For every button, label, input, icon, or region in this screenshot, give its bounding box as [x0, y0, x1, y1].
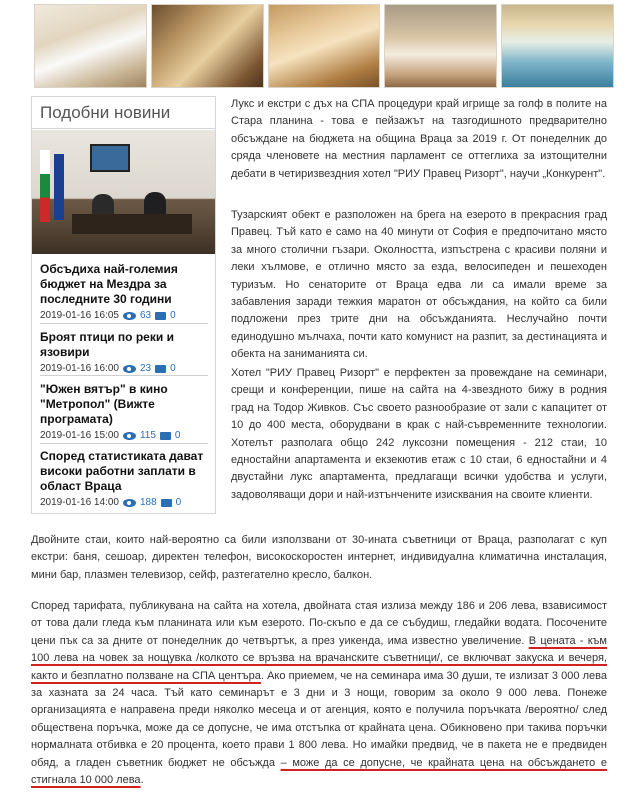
eye-icon: [123, 365, 136, 373]
news-date: 2019-01-16 16:00: [40, 363, 119, 374]
related-news-item[interactable]: [40, 262, 212, 321]
related-news-item[interactable]: [40, 382, 212, 441]
news-meta: [40, 363, 212, 374]
related-news-photo[interactable]: [32, 130, 215, 254]
article-paragraph: Двойните стаи, които най-вероятно са били използвани от 30-ината съветници от Враца, разполагат с куп екстри: баня, сешоар, директен телефон, високоскоростен интернет, индивидуална климатична инсталация, мини бар, плазмен телевизор, сейф, разтегателно кресло, балкон.: [31, 534, 607, 581]
related-news-item[interactable]: [40, 449, 212, 508]
gallery-photo-bedroom[interactable]: [34, 4, 147, 88]
paragraph-text: Според тарифата, публикувана на сайта на хотела, двойната стая излиза между 186 и 206 лева, взависимост от това дали гледа към планината или към езерото. По-скъпо е да се събудиш, гледайки водата. Посочените цени пък са за дните от понеделник до четвъртък, а през уикенда, има известно увеличение.: [31, 600, 607, 647]
news-meta: [40, 430, 212, 441]
news-title[interactable]: Броят птици по реки и язовири: [40, 330, 174, 359]
eye-icon: [123, 312, 136, 320]
comment-icon: [155, 312, 166, 320]
view-count: 23: [139, 363, 152, 374]
sidebar-heading: Подобни новини: [32, 97, 215, 129]
view-count: 188: [139, 497, 157, 508]
related-news-item[interactable]: [40, 330, 212, 374]
comment-icon: [161, 499, 172, 507]
gallery-photo-spa[interactable]: [384, 4, 497, 88]
gallery-photo-pool[interactable]: [501, 4, 614, 88]
comment-count: 0: [170, 310, 176, 321]
divider: [40, 375, 208, 376]
paragraph-text: . Ако приемем, че на семинара има 30 души, те излизат 3 000 лева за хазната за 24 часа. Тъй като семинарът е 3 дни и 3 нощи, говорим за около 9 000 лева. Понеже организацията е направена преди няколко месеца и от агенция, която е получила поръчката /вероятно/ след обществена поръчка, може да се допусне, че има отстъпка от крайната цена. Обикновено при такива поръчки нормалната отбивка е 20 процента, което прави 1 800 лева. Но имайки предвид, че в пакета не е предвиден обяд, а гладен съветник бюджет не обсъжда: [31, 669, 608, 769]
highlighted-text: В цената - към 100 лева на човек за нощувка /колкото се връзва на врачанските съветници/, се включват закуска и вечеря, както и безплатно ползване на СПА центъра: [31, 634, 607, 682]
eye-icon: [123, 499, 136, 507]
photo-gallery: [34, 4, 614, 88]
view-count: 63: [139, 310, 152, 321]
related-news-sidebar: [31, 96, 216, 514]
news-meta: [40, 310, 212, 321]
article-paragraph: Тузарският обект е разположен на брега на езерото в прекрасния град Правец. Тъй като е само на 40 минути от София е предпочитано място за много столични гъзари. Околността, изпъстрена с красиви поляни и леки хълмове, е отлично място за езда, велосипеден и пешеходен туризъм. Но сенаторите от Враца едва ли са имали време за забавления заради тежкия маратон от обсъждания, на който са били подложени през трите дни на обсъжданията. Неслучайно почти единодушно мълчаха, почти като комунист на разпит, за дестинацията и обекта на заниманията си.: [231, 209, 607, 361]
news-date: 2019-01-16 14:00: [40, 497, 119, 508]
gallery-photo-lounge[interactable]: [268, 4, 381, 88]
comment-icon: [155, 365, 166, 373]
news-meta: [40, 497, 212, 508]
article-paragraph: Хотел "РИУ Правец Ризорт" е перфектен за провеждане на семинари, срещи и конференции, пише на сайта на 4-звездното бижу в родния град на Тодор Живков. Със своето разнообразие от зали с капацитет от 10 до 400 места, оборудвани в крак с най-съвременните технологии. Хотелът разполага общо 242 луксозни помещения - 212 стаи, 10 едностайни апартамента и екзекютив етаж с 10 стаи, 6 едностайни и 4 двустайни лукс апартамента, предлагащи всички удобства и услуги, задоволяващи дори и най-изтънчените изисквания на своите клиенти.: [231, 367, 607, 501]
comment-count: 0: [175, 497, 182, 508]
comment-count: 0: [170, 363, 176, 374]
news-title[interactable]: Според статистиката дават високи работни заплати в област Враца: [40, 449, 204, 493]
eye-icon: [123, 432, 136, 440]
gallery-photo-room[interactable]: [151, 4, 264, 88]
highlighted-text: – може да се допусне, че крайната цена на обсъждането е стигнала 10 000 лева: [31, 756, 607, 787]
view-count: 115: [139, 430, 156, 441]
article-paragraph: [31, 598, 607, 789]
comment-count: 0: [174, 430, 181, 441]
paragraph-text: .: [140, 774, 144, 787]
news-title[interactable]: Обсъдиха най-големия бюджет на Мездра за последните 30 години: [40, 262, 178, 306]
article-paragraph: Лукс и екстри с дъх на СПА процедури край игрище за голф в полите на Стара планина - това е пейзажът на тазгодишното предварително обсъждане на бюджета на община Враца за 2019 г. От понеделник до сряда членовете на местния парламент се оттеглиха за изтощителни дебати в четиризвездния хотел "РИУ Правец Ризорт", научи „Конкурент".: [231, 98, 607, 180]
comment-icon: [160, 432, 171, 440]
divider: [40, 443, 208, 444]
divider: [40, 323, 208, 324]
news-date: 2019-01-16 16:05: [40, 310, 119, 321]
news-date: 2019-01-16 15:00: [40, 430, 119, 441]
news-title[interactable]: "Южен вятър" в кино "Метропол" (Вижте програмата): [40, 382, 168, 426]
